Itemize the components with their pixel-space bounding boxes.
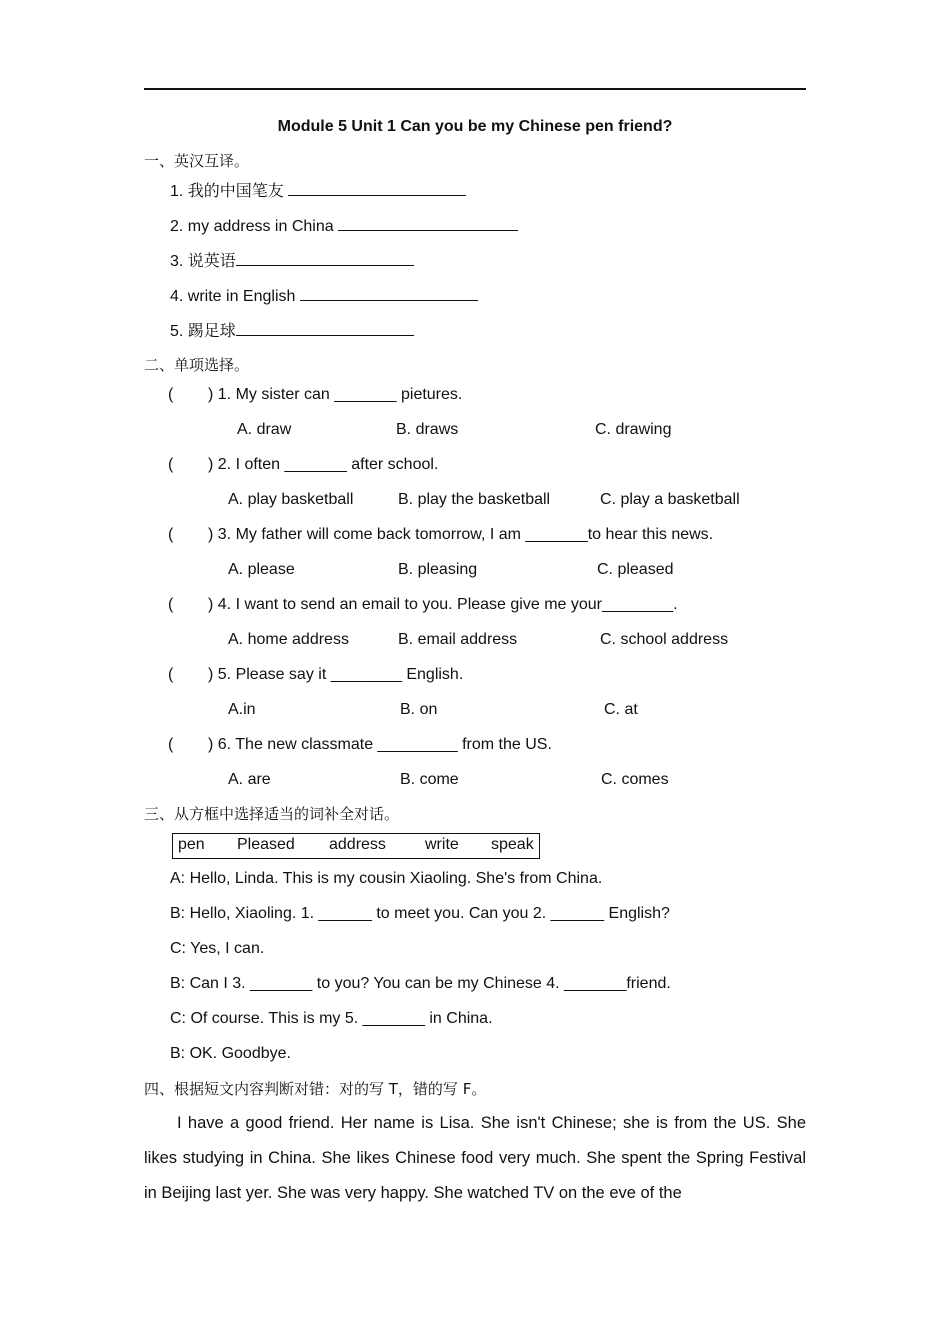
q3-option-a: A. please xyxy=(228,561,295,578)
answer-blank[interactable] xyxy=(338,216,518,231)
section3-heading: 三、从方框中选择适当的词补全对话。 xyxy=(144,805,400,823)
question-5-stem: ) 5. Please say it ________ English. xyxy=(208,666,464,683)
answer-blank[interactable] xyxy=(236,251,414,266)
q6-option-c: C. comes xyxy=(601,771,669,788)
s1-item-3-text: 3. 说英语 xyxy=(170,253,236,270)
q4-option-b: B. email address xyxy=(398,631,518,648)
s1-item-3 xyxy=(170,251,414,272)
q6-option-b: B. come xyxy=(400,771,459,788)
q6-option-a: A. are xyxy=(228,771,271,788)
s1-item-5 xyxy=(170,321,414,342)
answer-paren[interactable]: ( xyxy=(168,736,174,753)
dialogue-line: B: Can I 3. _______ to you? You can be my Chinese 4. _______friend. xyxy=(170,975,671,992)
q2-option-c: C. play a basketball xyxy=(600,491,740,508)
question-2-stem: ) 2. I often _______ after school. xyxy=(208,456,439,473)
word-bank-word: Pleased xyxy=(237,836,295,853)
answer-blank[interactable] xyxy=(236,321,414,336)
section2-heading: 二、单项选择。 xyxy=(144,356,250,374)
s1-item-4-text: 4. write in English xyxy=(170,288,296,305)
answer-paren[interactable]: ( xyxy=(168,386,174,403)
q1-option-b: B. draws xyxy=(396,421,459,438)
word-bank-word: pen xyxy=(178,836,205,853)
word-bank-box xyxy=(172,833,540,859)
q5-option-c: C. at xyxy=(604,701,638,718)
dialogue-line: B: Hello, Xiaoling. 1. ______ to meet you. Can you 2. ______ English? xyxy=(170,905,670,922)
s1-item-4 xyxy=(170,286,478,307)
answer-paren[interactable]: ( xyxy=(168,456,174,473)
q4-option-c: C. school address xyxy=(600,631,729,648)
answer-paren[interactable]: ( xyxy=(168,526,174,543)
word-bank-word: address xyxy=(329,836,386,853)
dialogue-line: C: Of course. This is my 5. _______ in China. xyxy=(170,1010,493,1027)
header-rule xyxy=(144,88,806,90)
q5-option-b: B. on xyxy=(400,701,438,718)
answer-paren[interactable]: ( xyxy=(168,666,174,683)
question-1-stem: ) 1. My sister can _______ pietures. xyxy=(208,386,463,403)
answer-blank[interactable] xyxy=(288,181,466,196)
section4-heading: 四、根据短文内容判断对错：对的写 T，错的写 F。 xyxy=(144,1080,487,1098)
section1-heading: 一、英汉互译。 xyxy=(144,152,250,170)
s1-item-2 xyxy=(170,216,518,237)
s1-item-1-text: 1. 我的中国笔友 xyxy=(170,183,284,200)
question-3-stem: ) 3. My father will come back tomorrow, I am _______to hear this news. xyxy=(208,526,714,543)
q1-option-c: C. drawing xyxy=(595,421,672,438)
word-bank-word: write xyxy=(425,836,459,853)
s1-item-5-text: 5. 踢足球 xyxy=(170,323,236,340)
q3-option-b: B. pleasing xyxy=(398,561,478,578)
s1-item-1 xyxy=(170,181,466,202)
s1-item-2-text: 2. my address in China xyxy=(170,218,334,235)
dialogue-line: B: OK. Goodbye. xyxy=(170,1045,291,1062)
answer-paren[interactable]: ( xyxy=(168,596,174,613)
question-4-stem: ) 4. I want to send an email to you. Please give me your________. xyxy=(208,596,678,613)
answer-blank[interactable] xyxy=(300,286,478,301)
q1-option-a: A. draw xyxy=(237,421,292,438)
q3-option-c: C. pleased xyxy=(597,561,674,578)
dialogue-line: A: Hello, Linda. This is my cousin Xiaoling. She's from China. xyxy=(170,870,603,887)
word-bank-word: speak xyxy=(491,836,534,853)
dialogue-line: C: Yes, I can. xyxy=(170,940,265,957)
q2-option-a: A. play basketball xyxy=(228,491,354,508)
q4-option-a: A. home address xyxy=(228,631,349,648)
page-title: Module 5 Unit 1 Can you be my Chinese pen friend? xyxy=(277,118,673,135)
question-6-stem: ) 6. The new classmate _________ from the US. xyxy=(208,736,552,753)
q5-option-a: A.in xyxy=(228,701,256,718)
reading-passage: I have a good friend. Her name is Lisa. She isn't Chinese; she is from the US. She likes studying in China. She likes Chinese food very much. She spent the Spring Festival in Beijing last yer. She was very happy. She watched TV on the eve of the xyxy=(144,1114,806,1202)
q2-option-b: B. play the basketball xyxy=(398,491,551,508)
